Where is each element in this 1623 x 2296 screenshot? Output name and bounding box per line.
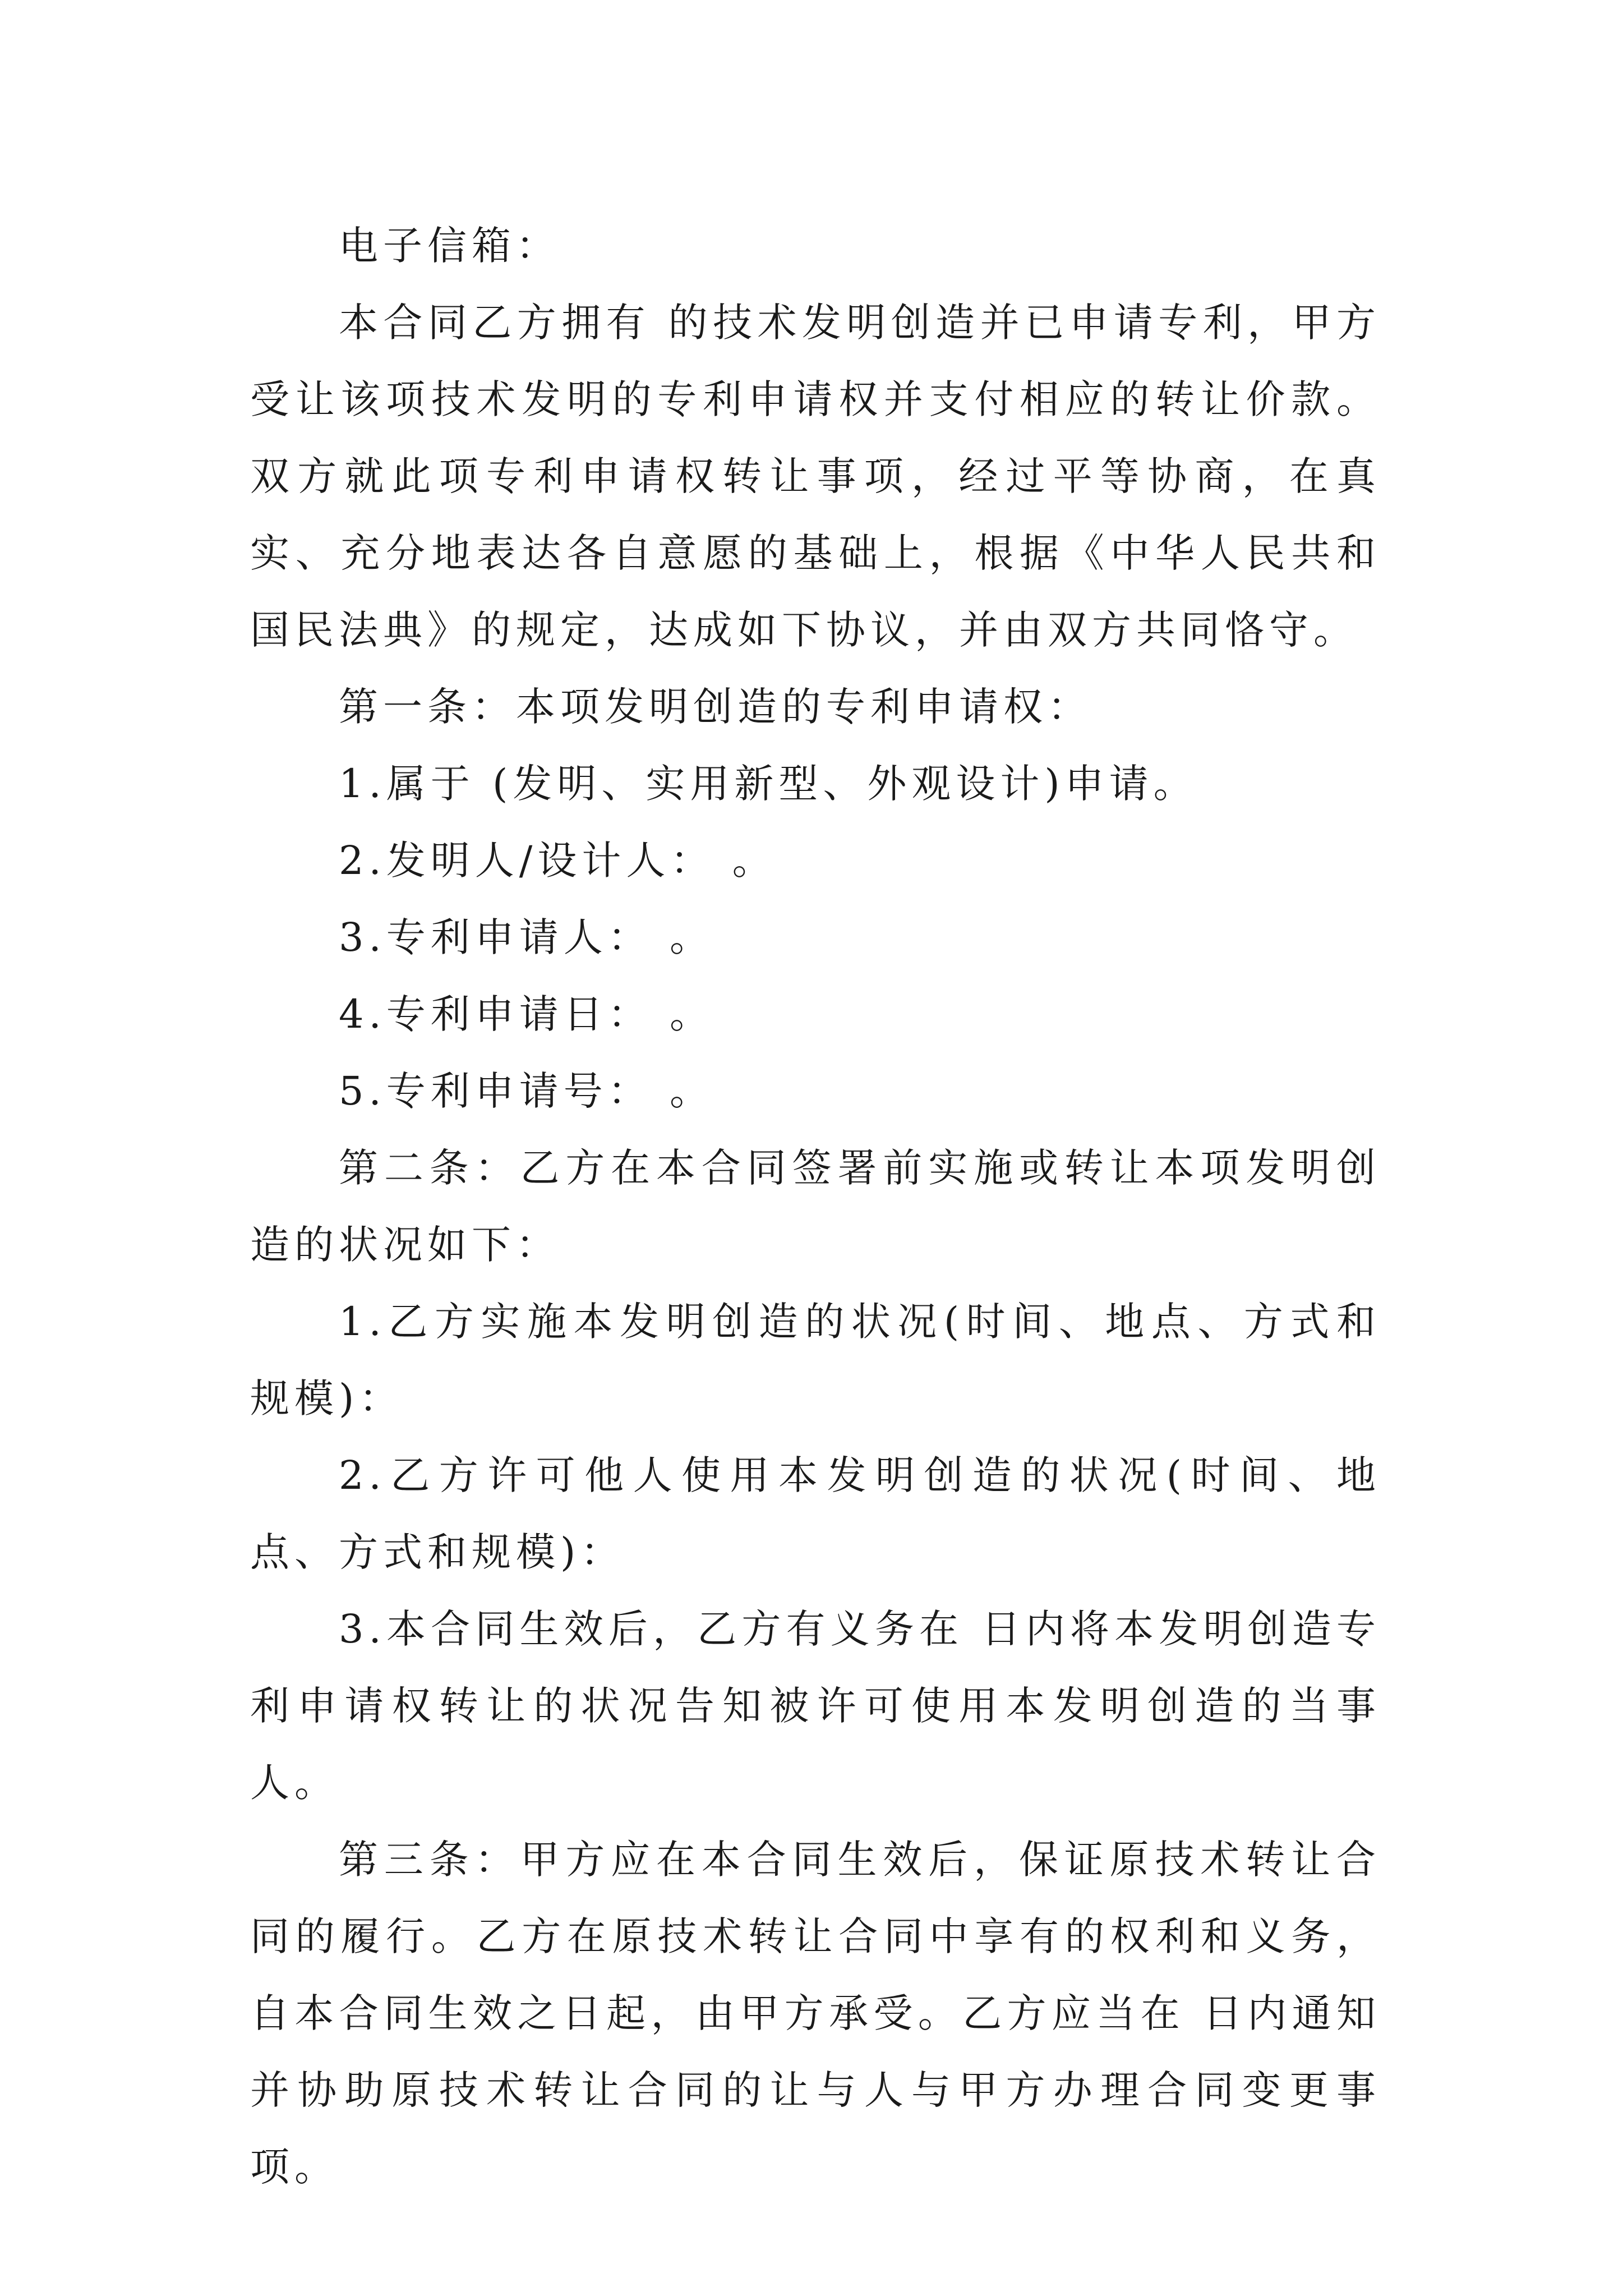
article-1-heading: 第一条：本项发明创造的专利申请权： xyxy=(339,684,1092,730)
document-page xyxy=(250,208,1381,2206)
article-1-item-3: 3.专利申请人： 。 xyxy=(339,914,714,960)
article-2-item-2: 2.乙方许可他人使用本发明创造的状况(时间、地点、方式和规模)： xyxy=(250,1452,1381,1575)
article-1-item-4: 4.专利申请日： 。 xyxy=(339,991,714,1037)
article-2-heading: 第二条：乙方在本合同签署前实施或转让本项发明创造的状况如下： xyxy=(250,1145,1381,1268)
article-1-item-5: 5.专利申请号： 。 xyxy=(339,1068,714,1114)
article-3: 第三条：甲方应在本合同生效后，保证原技术转让合同的履行。乙方在原技术转让合同中享有的权利和义务，自本合同生效之日起，由甲方承受。乙方应当在 日内通知并协助原技术转让合同的让与人与甲方办理合同变更事项。 xyxy=(250,1837,1381,2190)
article-2-item-1: 1.乙方实施本发明创造的状况(时间、地点、方式和规模)： xyxy=(250,1299,1381,1421)
article-1-item-2: 2.发明人/设计人： 。 xyxy=(339,838,777,884)
email-line: 电子信箱： xyxy=(339,223,560,269)
article-1-item-1: 1.属于 (发明、实用新型、外观设计)申请。 xyxy=(339,761,1198,807)
contract-preamble: 本合同乙方拥有 的技术发明创造并已申请专利，甲方受让该项技术发明的专利申请权并支付相应的转让价款。双方就此项专利申请权转让事项，经过平等协商，在真实、充分地表达各自意愿的基础上，根据《中华人民共和国民法典》的规定，达成如下协议，并由双方共同恪守。 xyxy=(250,300,1381,653)
article-2-item-3: 3.本合同生效后，乙方有义务在 日内将本发明创造专利申请权转让的状况告知被许可使用本发明创造的当事人。 xyxy=(250,1606,1381,1806)
